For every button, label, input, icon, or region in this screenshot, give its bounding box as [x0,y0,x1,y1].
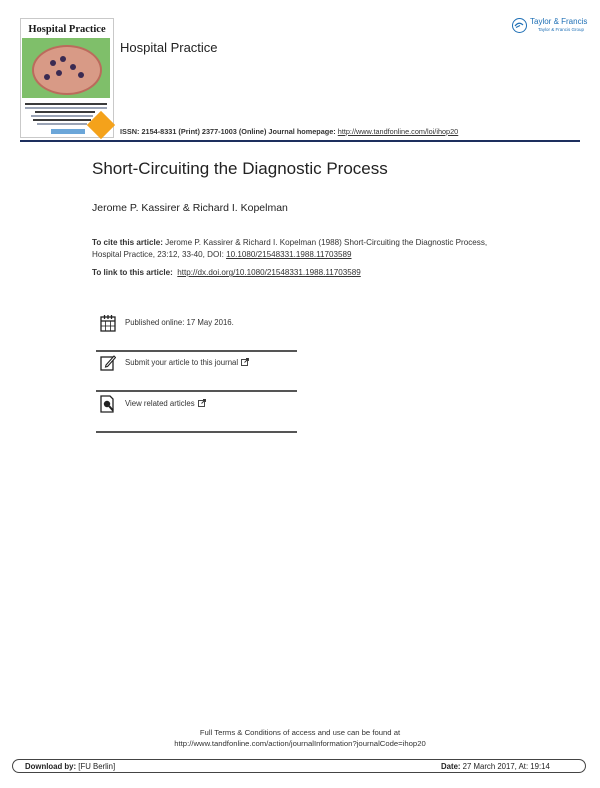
edit-icon [100,354,116,372]
cover-image-dot [44,74,50,80]
cover-text-line [31,115,93,117]
published-online-text: Published online: 17 May 2016. [125,318,234,327]
downloaded-by-label: Download by: [25,762,77,771]
citation [92,237,512,261]
footer-terms-line: Full Terms & Conditions of access and use can be found at [199,728,401,737]
cover-image-dot [50,60,56,66]
published-online-row [96,314,297,352]
cover-image-dot [56,70,62,76]
download-date-label: Date: [441,762,461,771]
article-authors: Jerome P. Kassirer & Richard I. Kopelman [92,202,288,214]
downloaded-by [25,762,115,771]
calendar-icon [100,314,116,332]
submit-article-row[interactable] [96,354,297,392]
submit-article-link[interactable] [125,358,249,367]
citation-label: To cite this article: [92,238,163,247]
journal-name: Hospital Practice [120,40,218,55]
cover-title: Hospital Practice [28,24,106,35]
submit-article-label: Submit your article to this journal [125,358,239,367]
publisher-logo-icon [512,18,527,33]
journal-homepage-link[interactable]: http://www.tandfonline.com/loi/ihop20 [337,127,459,136]
journal-cover-thumbnail [20,18,114,138]
cover-image [22,38,110,98]
info-divider [96,431,297,433]
download-info-bar [12,759,586,773]
citation-text: Jerome P. Kassirer & Richard I. Kopelman (1988) Short-Circuiting the Diagnostic Process, Hospital Practice, 23:12, 33-40, DOI: [92,238,488,259]
article-title: Short-Circuiting the Diagnostic Process [92,159,388,178]
article-link [92,268,361,277]
cover-text-line [25,103,107,105]
cover-image-dot [70,64,76,70]
external-link-icon [198,399,206,407]
related-articles-row[interactable] [96,395,297,433]
cover-banner [51,129,85,134]
cover-text-line [35,111,95,113]
download-date [441,762,550,771]
cover-image-dot [78,72,84,78]
header-divider [20,140,580,142]
citation-doi-link[interactable]: 10.1080/21548331.1988.11703589 [226,250,352,259]
cover-text-line [37,123,87,125]
downloaded-by-value: [FU Berlin] [76,762,116,771]
document-search-icon [100,395,116,413]
cover-image-shape [32,45,102,95]
cover-text-line [25,107,107,109]
download-date-value: 27 March 2017, At: 19:14 [460,762,550,771]
cover-image-dot [60,56,66,62]
related-articles-label: View related articles [125,399,195,408]
publisher-name: Taylor & Francis [530,17,588,26]
publisher-tagline: Taylor & Francis Group [538,27,585,32]
external-link-icon [241,358,249,366]
info-divider [96,350,297,352]
article-link-label: To link to this article: [92,268,173,277]
cover-text-line [33,119,91,121]
info-divider [96,390,297,392]
related-articles-link[interactable] [125,399,206,408]
issn-text: ISSN: 2154-8331 (Print) 2377-1003 (Online) Journal homepage: [120,127,338,136]
article-doi-url[interactable]: http://dx.doi.org/10.1080/21548331.1988.11703589 [177,268,361,277]
footer-terms-url[interactable]: http://www.tandfonline.com/action/journalInformation?journalCode=ihop20 [174,739,426,748]
publisher-logo[interactable] [512,16,587,38]
footer-terms [0,727,600,749]
issn-line [120,127,458,136]
